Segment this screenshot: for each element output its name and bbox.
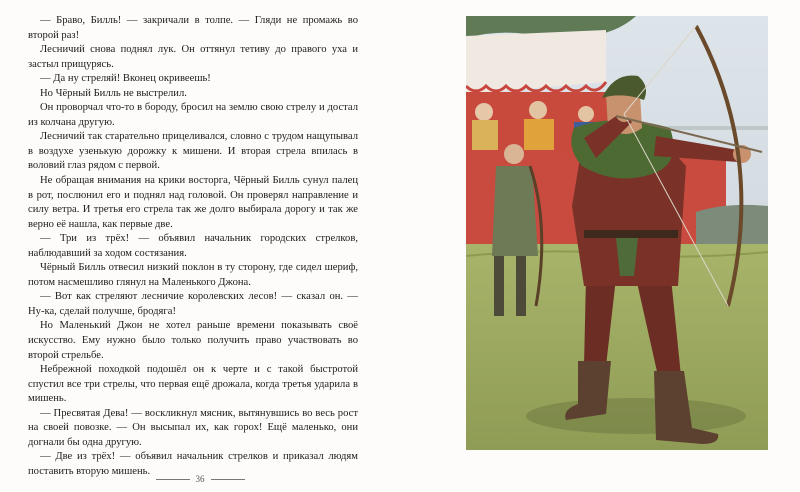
illustration-image (466, 16, 768, 450)
archer-illustration (466, 16, 768, 450)
spectator-body (524, 119, 554, 151)
paragraph: — Пресвятая Дева! — воскликнул мясник, вытянувшись во весь рост на своей повозке. — Он высыпал их, как горох! Ещё маленько, они догнали бы одна другую. (28, 407, 358, 448)
bg-archer-leg (494, 256, 504, 316)
body-text (28, 14, 358, 480)
paragraph: Небрежной походкой подошёл он к черте и с такой быстротой спустил все три стрелы, что первая ещё дрожала, когда третья ударила в мишень. (28, 364, 358, 405)
paragraph: — Вот как стреляют лесничие королевских лесов! — сказал он. — Ну-ка, сделай получше, бродяга! (28, 291, 358, 317)
spectator-body (472, 120, 498, 150)
spectator-head (529, 101, 547, 119)
paragraph: — Три из трёх! — объявил начальник городских стрелков, наблюдавший за ходом состязания. (28, 233, 358, 259)
spectator-head (578, 106, 594, 122)
page-number: 36 (195, 474, 205, 484)
spectator-head (475, 103, 493, 121)
paragraph: — Две из трёх! — объявил начальник стрелков и приказал людям поставить вторую мишень. (28, 451, 358, 477)
folio-rule-right (211, 479, 245, 480)
paragraph: — Браво, Билль! — закричали в толпе. — Гляди не промажь во второй раз! (28, 15, 358, 41)
archer-belt (584, 230, 678, 238)
bg-archer-head (504, 144, 524, 164)
paragraph: Лесничий снова поднял лук. Он оттянул тетиву до правого уха и застыл прищурясь. (28, 44, 358, 70)
paragraph: Чёрный Билль отвесил низкий поклон в ту сторону, где сидел шериф, потом насмешливо глянул на Маленького Джона. (28, 262, 358, 288)
paragraph: Не обращая внимания на крики восторга, Чёрный Билль сунул палец в рот, послюнил его и поднял над головой. Он проверял направление и силу ветра. И третья его стрела так же долго выбирала дорогу и так же верно её нашла, как первые две. (28, 175, 358, 230)
folio-rule-left (156, 479, 190, 480)
bg-archer-leg (516, 256, 526, 316)
paragraph: Он проворчал что-то в бороду, бросил на землю свою стрелу и достал из колчана другую. (28, 102, 358, 128)
paragraph: Но Чёрный Билль не выстрелил. (40, 87, 187, 99)
paragraph: Но Маленький Джон не хотел раньше времени показывать своё искусство. Ему нужно было только получить право участвовать во второй стрельбе. (28, 320, 358, 361)
archer-shadow (526, 398, 746, 434)
paragraph: — Да ну стреляй! Вконец окривеешь! (40, 73, 211, 85)
bg-archer-tunic (492, 166, 538, 256)
paragraph: Лесничий так старательно прицеливался, словно с трудом нащупывал в воздухе узенькую дорожку к мишени. И вторая стрела впилась в воловий глаз рядом с первой. (28, 131, 358, 172)
page-number-footer (0, 474, 400, 484)
